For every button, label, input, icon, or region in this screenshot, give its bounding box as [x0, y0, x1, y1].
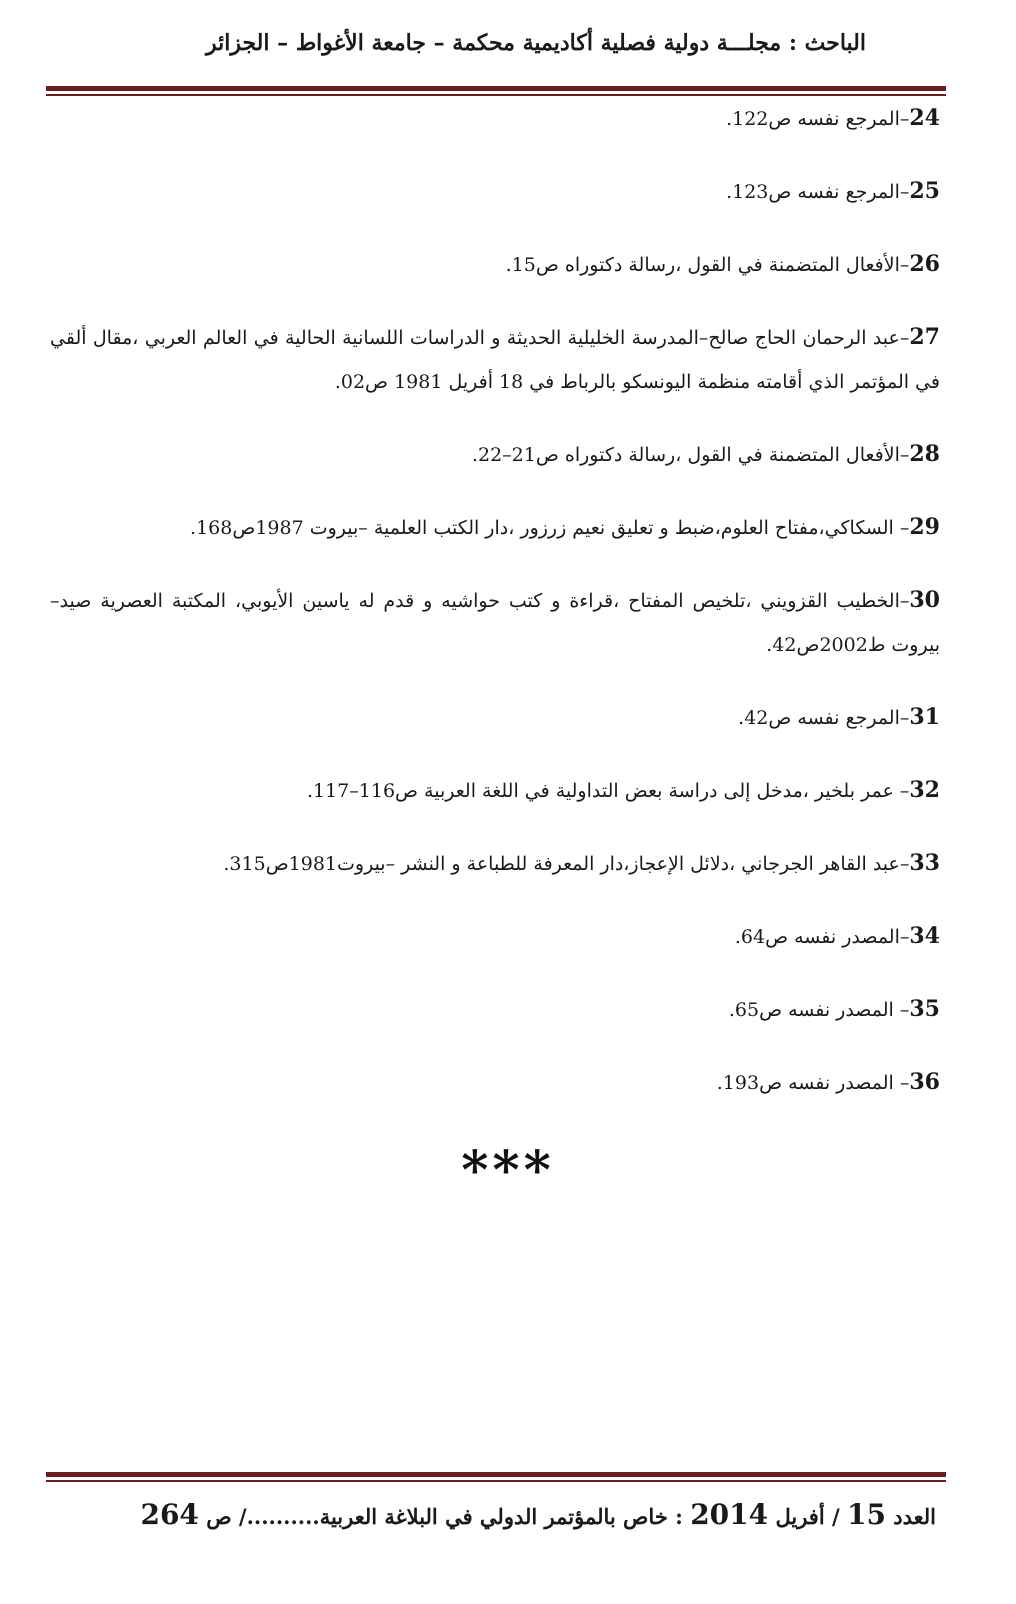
endnote-text: – عمر بلخير ،مدخل إلى دراسة بعض التداولية في اللغة العربية ص116–117.	[306, 780, 910, 802]
issue-month: أفريل	[775, 1504, 825, 1529]
endnote-36	[50, 1060, 940, 1105]
endnote-number: 31	[909, 704, 940, 730]
endnote-34	[50, 914, 940, 959]
endnote-text: – السكاكي،مفتاح العلوم،ضبط و تعليق نعيم زرزور ،دار الكتب العلمية –بيروت 1987ص168.	[190, 517, 910, 539]
endnote-31	[50, 695, 940, 740]
endnote-text: –عبد الرحمان الحاج صالح–المدرسة الخليلية الحديثة و الدراسات اللسانية الحالية في العالم العربي ،مقال ألقي في المؤتمر الذي أقامته منظمة اليونسكو بالرباط في 18 أفريل 1981 ص02.	[50, 327, 940, 393]
endnote-28	[50, 432, 940, 477]
endnote-number: 29	[909, 514, 940, 540]
endnote-text: –الأفعال المتضمنة في القول ،رسالة دكتوراه ص15.	[505, 254, 910, 276]
endnote-number: 28	[909, 441, 940, 467]
endnote-number: 32	[909, 777, 940, 803]
endnote-number: 25	[909, 178, 940, 204]
issue-description: : خاص بالمؤتمر الدولي في البلاغة العربية........../ ص	[206, 1504, 683, 1529]
endnote-27	[50, 315, 940, 404]
endnote-text: –الأفعال المتضمنة في القول ،رسالة دكتوراه ص21–22.	[471, 444, 910, 466]
section-separator: ***	[461, 1140, 555, 1201]
issue-number: 15	[846, 1498, 886, 1531]
endnote-number: 24	[909, 105, 940, 131]
endnote-number: 27	[909, 324, 940, 350]
endnote-number: 34	[909, 923, 940, 949]
endnote-text: – المصدر نفسه ص193.	[716, 1072, 910, 1094]
endnote-24	[50, 96, 940, 141]
issue-year: 2014	[690, 1498, 769, 1531]
footer-divider	[46, 1472, 946, 1482]
endnote-text: –المصدر نفسه ص64.	[734, 926, 910, 948]
endnote-33	[50, 841, 940, 886]
endnote-text: – المصدر نفسه ص65.	[728, 999, 910, 1021]
endnote-25	[50, 169, 940, 214]
endnote-text: –الخطيب القزويني ،تلخيص المفتاح ،قراءة و كتب حواشيه و قدم له ياسين الأيوبي، المكتبة العصرية صيد–بيروت ط2002ص42.	[50, 590, 940, 656]
endnote-30	[50, 578, 940, 667]
endnote-number: 26	[909, 251, 940, 277]
endnote-32	[50, 768, 940, 813]
footer-slash: /	[831, 1504, 840, 1529]
endnote-text: –عبد القاهر الجرجاني ،دلائل الإعجاز،دار المعرفة للطباعة و النشر –بيروت1981ص315.	[223, 853, 910, 875]
page-footer	[70, 1498, 936, 1531]
page-header	[110, 30, 866, 56]
endnote-29	[50, 505, 940, 550]
endnotes-list	[50, 96, 940, 1133]
endnote-text: –المرجع نفسه ص123.	[726, 181, 910, 203]
endnote-26	[50, 242, 940, 287]
endnote-35	[50, 987, 940, 1032]
endnote-number: 30	[909, 587, 940, 613]
endnote-text: –المرجع نفسه ص42.	[738, 707, 910, 729]
endnote-number: 35	[909, 996, 940, 1022]
endnote-number: 36	[909, 1069, 940, 1095]
journal-title: الباحث : مجلـــة دولية فصلية أكاديمية محكمة – جامعة الأغواط – الجزائر	[205, 30, 866, 56]
header-divider	[46, 86, 946, 96]
page-number: 264	[140, 1498, 199, 1531]
endnote-number: 33	[909, 850, 940, 876]
endnote-text: –المرجع نفسه ص122.	[726, 108, 910, 130]
issue-label: العدد	[893, 1504, 936, 1529]
